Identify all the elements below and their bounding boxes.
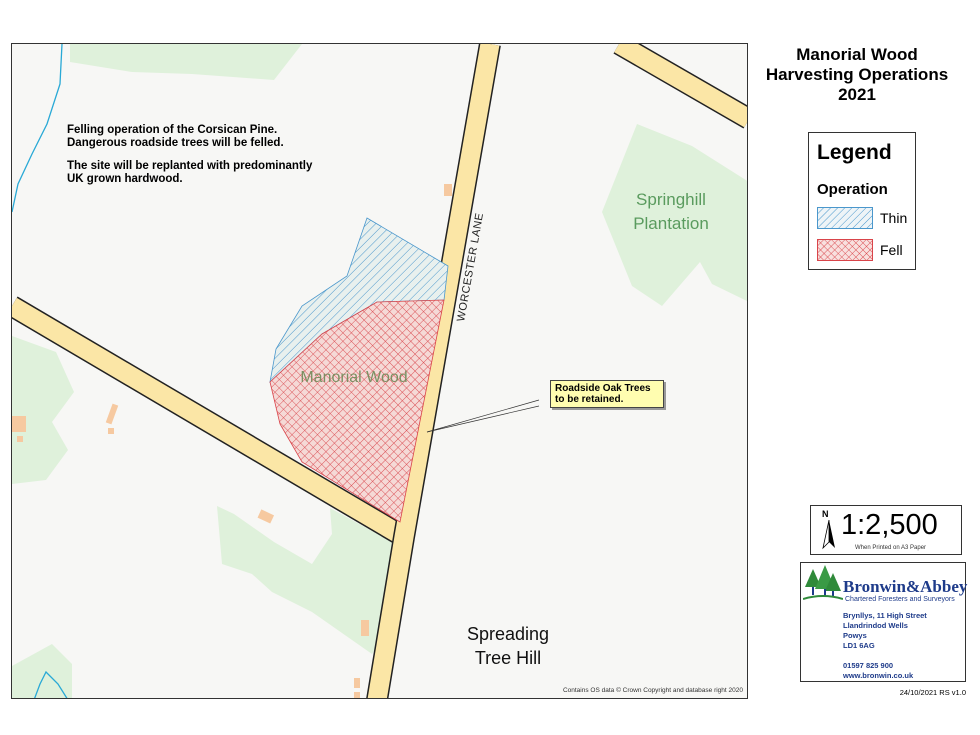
- woodland-southwest: [12, 644, 72, 699]
- company-tagline: Chartered Foresters and Surveyors: [845, 596, 955, 603]
- building: [361, 620, 369, 636]
- building: [12, 416, 26, 432]
- callout-leader: [427, 406, 539, 432]
- place-spreading-tree-hill: [448, 622, 568, 670]
- place-line: Spreading: [466, 624, 550, 644]
- address-line: LD1 6AG: [843, 641, 875, 650]
- title-line: Harvesting Operations: [765, 65, 949, 84]
- revision-stamp: 24/10/2021 RS v1.0: [899, 688, 966, 697]
- place-line: Springhill: [636, 190, 706, 209]
- north-label: N: [822, 509, 829, 519]
- place-line: Plantation: [633, 214, 709, 233]
- company-name: Bronwin&Abbey: [843, 577, 968, 596]
- company-web-link[interactable]: www.bronwin.co.uk: [843, 671, 914, 680]
- operation-notes: [67, 124, 367, 196]
- fell-swatch: [817, 239, 873, 261]
- road-northeast: [619, 44, 748, 119]
- scale-note: When Printed on A3 Paper: [855, 545, 927, 551]
- address-line: Llandrindod Wells: [843, 621, 908, 630]
- company-phone: 01597 825 900: [843, 661, 894, 670]
- building: [258, 509, 274, 523]
- road-label: WORCESTER LANE: [455, 211, 487, 323]
- building: [106, 404, 118, 425]
- building: [17, 436, 23, 442]
- title-line: 2021: [838, 85, 876, 104]
- place-springhill-plantation: [616, 188, 726, 236]
- note-felling: Felling operation of the Corsican Pine. Dangerous roadside trees will be felled.: [67, 124, 284, 149]
- note-replanting: The site will be replanted with predominantly UK grown hardwood.: [67, 160, 313, 185]
- stream-west: [12, 44, 62, 212]
- woodland-west: [12, 336, 74, 484]
- scale-ratio: 1:2,500: [841, 509, 938, 541]
- thin-swatch: [817, 207, 873, 229]
- scale-box: [810, 505, 962, 555]
- legend: [808, 132, 916, 270]
- legend-subtitle: Operation: [817, 181, 888, 198]
- legend-item-thin: [817, 207, 917, 229]
- copyright-notice: Contains OS data © Crown Copyright and database right 2020: [562, 687, 743, 694]
- building: [108, 428, 114, 434]
- building: [354, 692, 360, 698]
- legend-title: Legend: [817, 141, 892, 164]
- tree-logo-icon: [803, 565, 843, 607]
- company-address: [843, 611, 927, 681]
- address-line: Brynllys, 11 High Street: [843, 611, 927, 620]
- building: [444, 184, 452, 196]
- map-title: [752, 45, 962, 105]
- title-line: Manorial Wood: [796, 45, 918, 64]
- north-arrow-icon: [819, 520, 839, 550]
- oak-trees-callout: Roadside Oak Trees to be retained.: [550, 380, 664, 408]
- building: [354, 678, 360, 688]
- legend-label: Thin: [880, 210, 908, 226]
- woodland-north: [70, 44, 302, 80]
- place-manorial-wood: Manorial Wood: [300, 369, 408, 386]
- place-line: Tree Hill: [474, 648, 542, 668]
- map-frame[interactable]: [11, 43, 748, 699]
- callout-leader: [427, 400, 539, 432]
- address-line: Powys: [843, 631, 867, 640]
- legend-item-fell: [817, 239, 917, 261]
- company-block: [800, 562, 966, 682]
- legend-label: Fell: [880, 242, 903, 258]
